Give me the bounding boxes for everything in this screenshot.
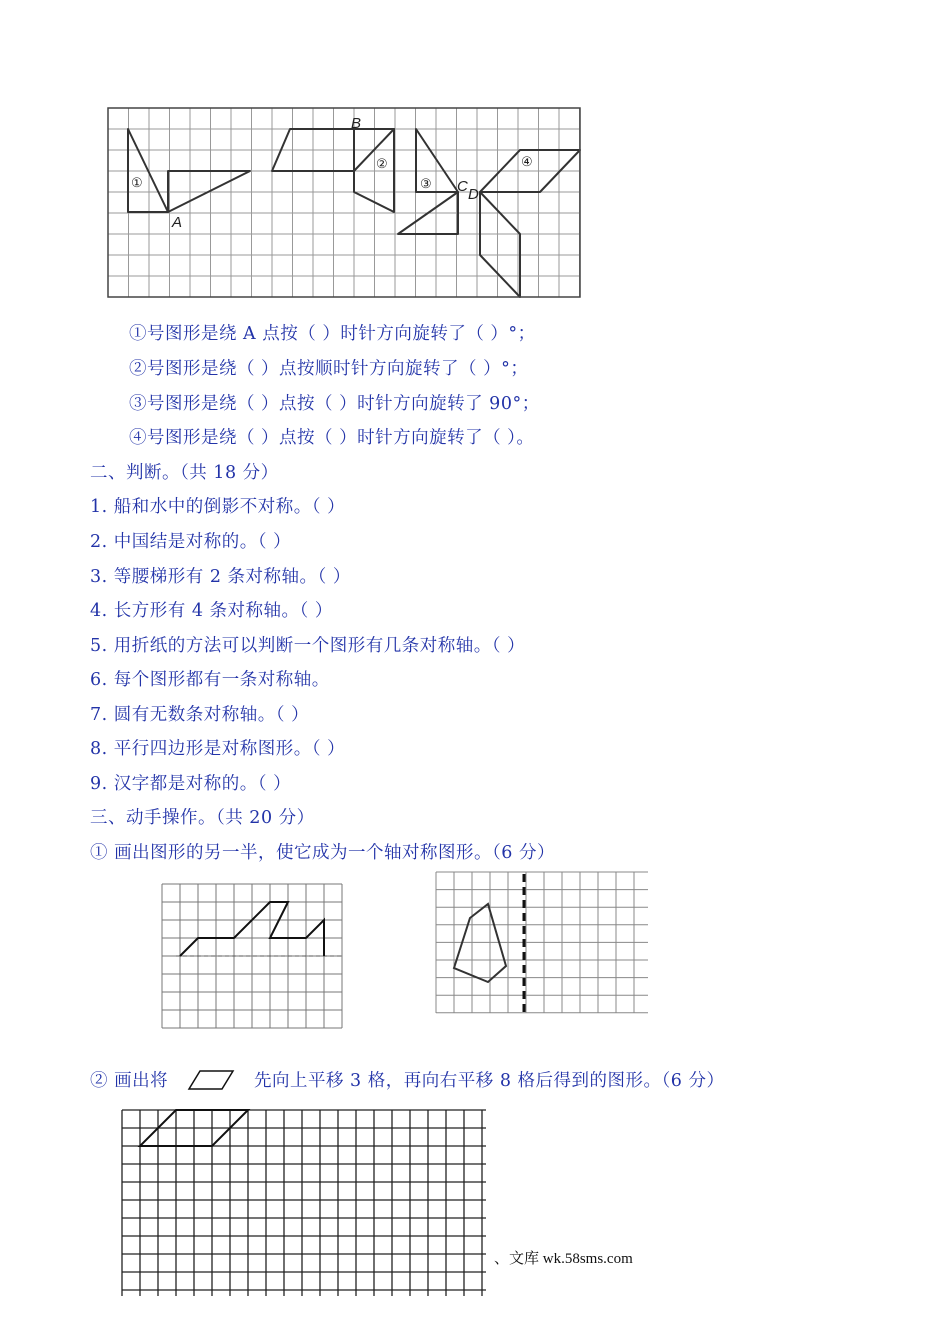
judge-item-3: 3. 等腰梯形有 2 条对称轴。（ ） [90,567,351,587]
label-d: D [468,186,479,203]
judge-item-2: 2. 中国结是对称的。（ ） [90,532,292,552]
half-pentagon [454,904,506,982]
rotation-question-1: ①号图形是绕 A 点按（ ）时针方向旋转了（ ）°； [129,324,536,344]
label-c: C [457,178,468,195]
task2-instruction-prefix: ② 画出将 [90,1071,169,1091]
section3-heading: 三、动手操作。（共 20 分） [90,808,315,828]
judge-item-1: 1. 船和水中的倒影不对称。（ ） [90,497,346,517]
judge-item-6: 6. 每个图形都有一条对称轴。 [90,670,330,690]
shape-number-2: ② [376,157,388,172]
task1-instruction: ① 画出图形的另一半，使它成为一个轴对称图形。（6 分） [90,843,556,863]
parallelogram-icon [186,1069,236,1091]
section2-heading: 二、判断。（共 18 分） [90,463,279,483]
judge-item-9: 9. 汉字都是对称的。（ ） [90,774,292,794]
shape-4-rotated [480,192,520,297]
rotation-figure [0,0,950,310]
shape-number-3: ③ [420,177,432,192]
judge-item-7: 7. 圆有无数条对称轴。（ ） [90,705,310,725]
judge-item-5: 5. 用折纸的方法可以判断一个图形有几条对称轴。（ ） [90,636,526,656]
rotation-question-4: ④号图形是绕（ ）点按（ ）时针方向旋转了（ ）。 [129,428,535,448]
footer-watermark: 、文库 wk.58sms.com [494,1251,633,1267]
label-b: B [351,115,362,132]
label-a: A [172,214,183,231]
shape-number-4: ④ [521,155,533,170]
judge-item-4: 4. 长方形有 4 条对称轴。（ ） [90,601,333,621]
symmetry-grid-right [432,868,652,1018]
rotation-question-2: ②号图形是绕（ ）点按顺时针方向旋转了（ ）°； [129,359,529,379]
translation-grid [118,1108,498,1308]
judge-item-8: 8. 平行四边形是对称图形。（ ） [90,739,346,759]
shape-number-1: ① [131,176,143,191]
task2-instruction-suffix: 先向上平移 3 格，再向右平移 8 格后得到的图形。（6 分） [254,1071,725,1091]
symmetry-grid-left [158,880,348,1030]
rotation-question-3: ③号图形是绕（ ）点按（ ）时针方向旋转了 90°； [129,394,540,414]
